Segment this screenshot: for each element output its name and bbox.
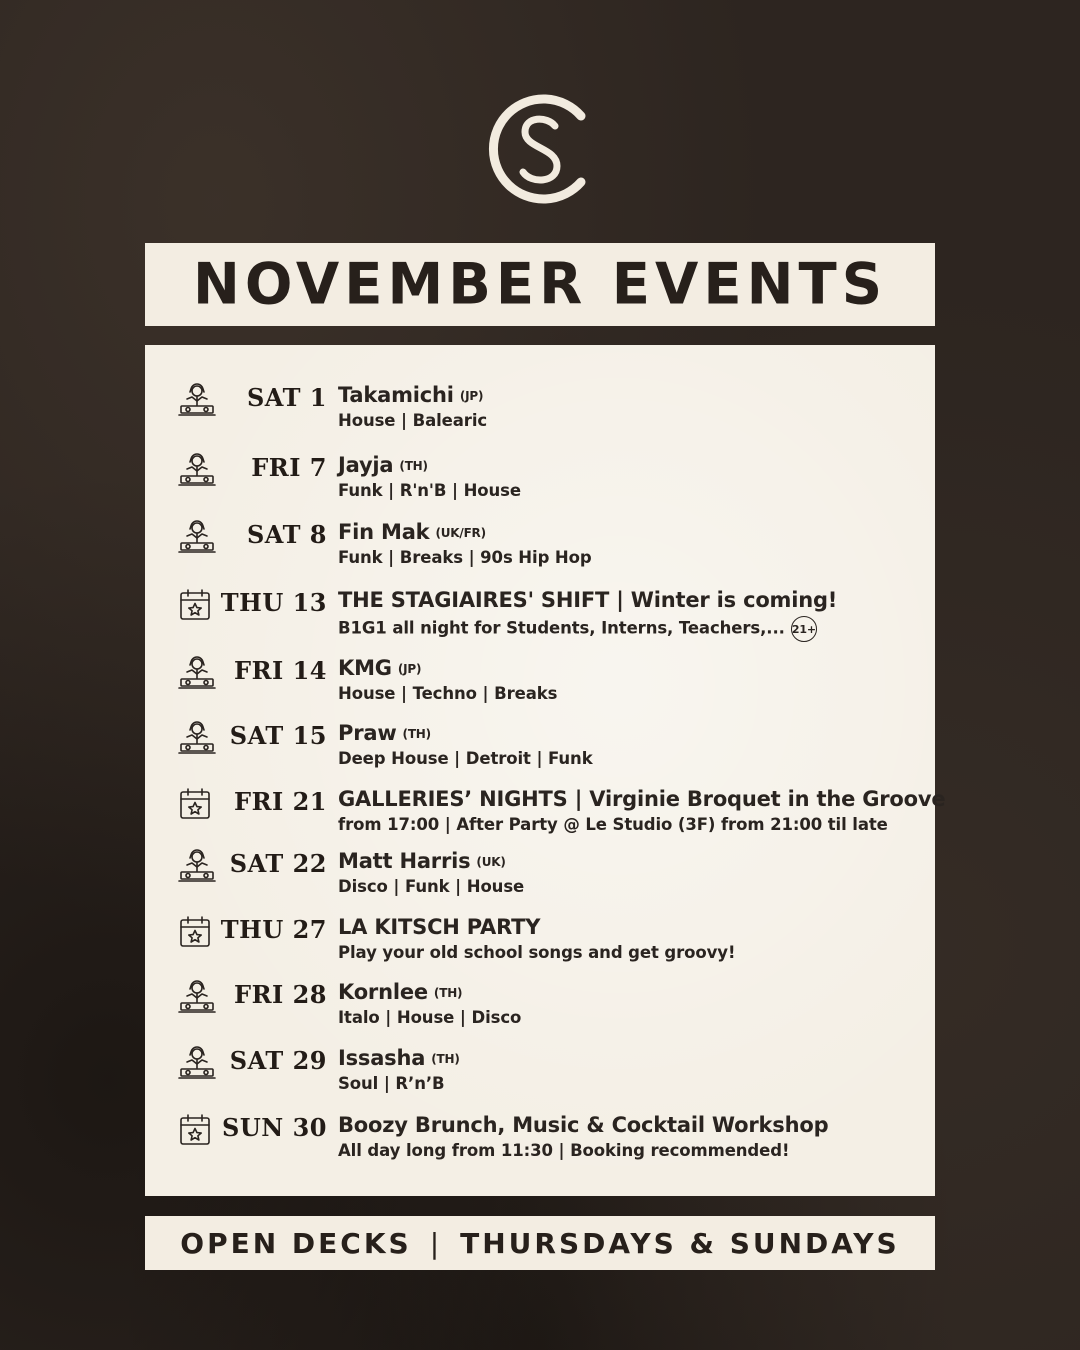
dj-icon [178, 453, 216, 487]
event-date: FRI 28 [234, 980, 327, 1009]
event-title [338, 520, 486, 544]
event-date: SAT 15 [229, 721, 327, 750]
event-row [145, 721, 935, 781]
event-subtitle: from 17:00 | After Party @ Le Studio (3F) from 21:00 til late [338, 815, 888, 834]
dj-icon [178, 980, 216, 1014]
event-date: SAT 1 [246, 383, 327, 412]
event-details [338, 1074, 445, 1093]
event-row [145, 520, 935, 580]
calendar-star-icon [178, 915, 216, 949]
event-details [338, 943, 735, 962]
dj-icon [178, 383, 216, 417]
dj-icon [178, 656, 216, 690]
event-subtitle: Funk | R'n'B | House [338, 481, 521, 500]
event-details [338, 749, 593, 768]
event-title [338, 588, 837, 612]
events-panel [145, 345, 946, 1196]
event-name: Boozy Brunch, Music & Cocktail Workshop [338, 1113, 829, 1137]
event-date: THU 13 [220, 588, 327, 617]
event-title [338, 656, 421, 680]
event-row [145, 849, 935, 909]
artist-origin: (TH) [402, 727, 431, 741]
dj-icon [178, 520, 216, 554]
footer-banner [145, 1216, 935, 1270]
event-subtitle: Deep House | Detroit | Funk [338, 749, 593, 768]
event-row [145, 1113, 935, 1173]
event-date: FRI 14 [234, 656, 327, 685]
event-title [338, 1046, 460, 1070]
age-restriction-badge: 21+ [791, 616, 817, 642]
event-details [338, 411, 487, 430]
event-date: SAT 22 [229, 849, 327, 878]
event-title [338, 915, 540, 939]
event-name: Kornlee [338, 980, 428, 1004]
event-date: SAT 8 [246, 520, 327, 549]
event-details [338, 684, 557, 703]
event-name: LA KITSCH PARTY [338, 915, 541, 939]
footer-text [180, 1227, 899, 1260]
event-title [338, 980, 462, 1004]
event-details [338, 548, 592, 567]
footer-left: OPEN DECKS [180, 1226, 412, 1260]
artist-origin: (UK/FR) [435, 526, 486, 540]
event-row [145, 787, 946, 847]
event-subtitle: Soul | R’n’B [338, 1074, 445, 1093]
event-title [338, 383, 483, 407]
artist-origin: (JP) [459, 389, 484, 403]
event-row [145, 383, 935, 443]
event-subtitle: B1G1 all night for Students, Interns, Teachers,... [338, 618, 785, 638]
event-title [338, 1113, 828, 1137]
event-title [338, 849, 506, 873]
cs-monogram-logo-icon [481, 86, 599, 212]
event-title [338, 721, 431, 745]
event-name: GALLERIES’ NIGHTS | Virginie Broquet in the Groove [338, 787, 946, 811]
event-name: KMG [338, 656, 392, 680]
event-name: THE STAGIAIRES' SHIFT | Winter is coming! [338, 588, 838, 612]
event-subtitle: Funk | Breaks | 90s Hip Hop [338, 548, 592, 567]
event-name: Praw [338, 721, 397, 745]
event-details [338, 1141, 789, 1160]
event-subtitle: Disco | Funk | House [338, 877, 525, 896]
event-subtitle: House | Techno | Breaks [338, 684, 558, 703]
event-name: Fin Mak [338, 520, 430, 544]
event-subtitle: Play your old school songs and get groovy! [338, 943, 736, 962]
footer-right: THURSDAYS & SUNDAYS [460, 1226, 900, 1260]
event-row [145, 980, 935, 1040]
event-name: Matt Harris [338, 849, 471, 873]
event-date: FRI 7 [251, 453, 327, 482]
artist-origin: (TH) [431, 1052, 460, 1066]
event-details [338, 815, 888, 834]
event-date: SUN 30 [222, 1113, 327, 1142]
artist-origin: (TH) [433, 986, 463, 1000]
event-name: Issasha [338, 1046, 426, 1070]
cs-logo [481, 86, 599, 212]
event-name: Jayja [338, 453, 394, 477]
artist-origin: (TH) [399, 459, 428, 473]
event-details [338, 616, 817, 642]
event-subtitle: House | Balearic [338, 411, 488, 430]
dj-icon [178, 721, 216, 755]
footer-separator: | [429, 1226, 443, 1260]
calendar-star-icon [178, 588, 216, 622]
event-row [145, 588, 935, 648]
event-details [338, 1008, 521, 1027]
event-row [145, 915, 935, 975]
event-title [338, 453, 428, 477]
title-banner [145, 243, 935, 326]
dj-icon [178, 1046, 216, 1080]
event-subtitle: All day long from 11:30 | Booking recommended! [338, 1141, 790, 1160]
event-title [338, 787, 945, 811]
event-subtitle: Italo | House | Disco [338, 1008, 522, 1027]
event-date: SAT 29 [229, 1046, 327, 1075]
event-details [338, 481, 521, 500]
page-title: NOVEMBER EVENTS [192, 251, 888, 318]
calendar-star-icon [178, 1113, 216, 1147]
dj-icon [178, 849, 216, 883]
event-date: THU 27 [220, 915, 327, 944]
event-row [145, 656, 935, 716]
artist-origin: (UK) [476, 855, 506, 869]
event-name: Takamichi [338, 383, 454, 407]
event-row [145, 453, 935, 513]
calendar-star-icon [178, 787, 216, 821]
event-date: FRI 21 [234, 787, 327, 816]
event-details [338, 877, 524, 896]
event-row [145, 1046, 935, 1106]
artist-origin: (JP) [397, 662, 422, 676]
